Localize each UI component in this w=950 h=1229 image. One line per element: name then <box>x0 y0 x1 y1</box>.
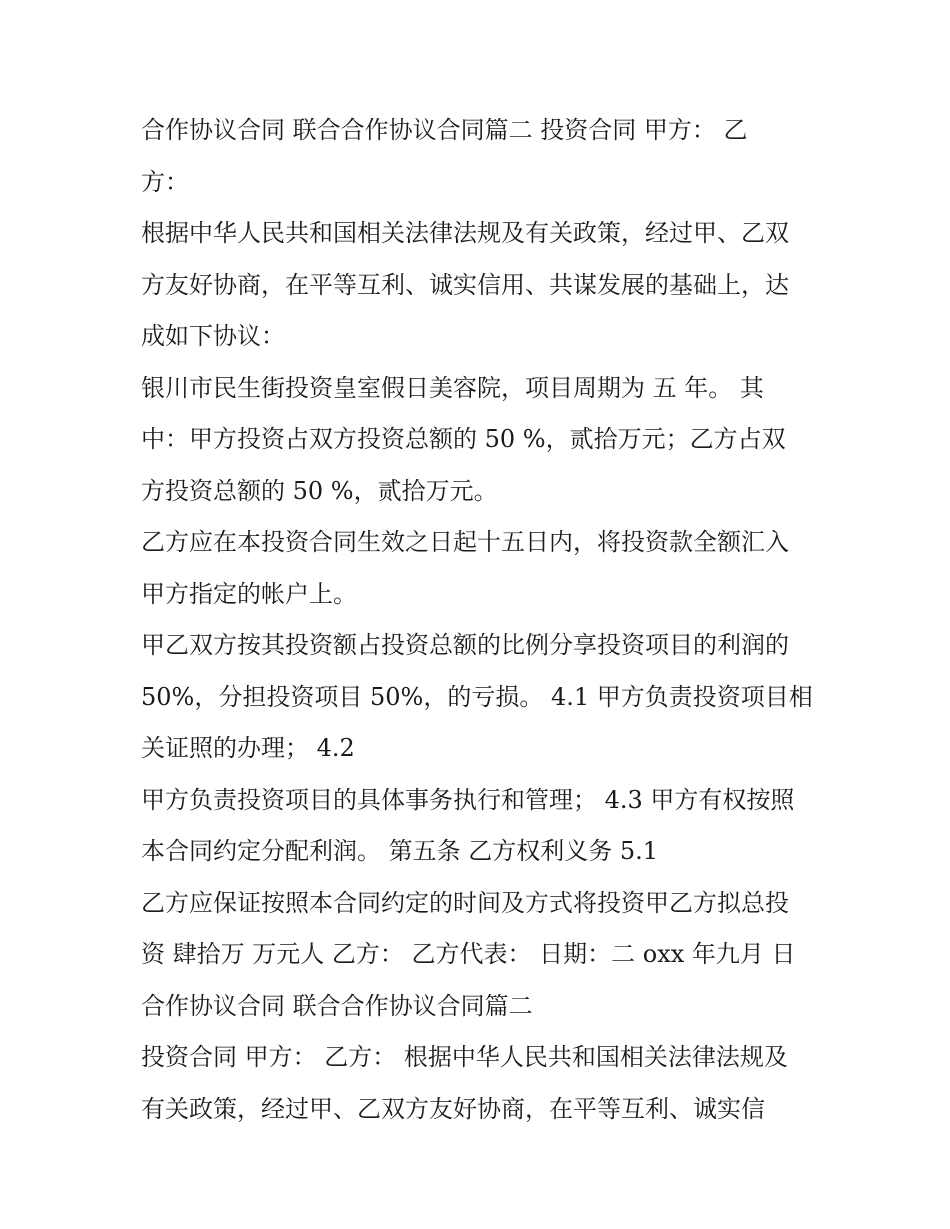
text-line: 甲乙双方按其投资额占投资总额的比例分享投资项目的利润的 <box>141 631 789 659</box>
text-line: 银川市民生街投资皇室假日美容院，项目周期为 五 年。 其 <box>141 373 764 402</box>
text-line: 甲方负责投资项目的具体事务执行和管理； 4.3 甲方有权按照 <box>141 785 795 814</box>
text-line: 成如下协议： <box>141 322 285 350</box>
text-line: 中：甲方投资占双方投资总额的 50 %，贰拾万元；乙方占双 <box>141 425 786 453</box>
text-line: 合作协议合同 联合合作协议合同篇二 投资合同 甲方： 乙 <box>141 116 748 144</box>
text-line: 本合同约定分配利润。 第五条 乙方权利义务 5.1 <box>141 837 659 865</box>
text-line: 方： <box>141 167 189 196</box>
text-line: 资 肆拾万 万元人 乙方： 乙方代表： 日期：二 oxx 年九月 日 <box>141 940 796 968</box>
text-line: 甲方指定的帐户上。 <box>141 579 357 608</box>
text-line: 关证照的办理； 4.2 <box>141 734 355 762</box>
text-line: 方投资总额的 50 %，贰拾万元。 <box>141 476 498 505</box>
document-body <box>141 105 821 1135</box>
text-line: 合作协议合同 联合合作协议合同篇二 <box>141 991 533 1020</box>
text-line: 方友好协商，在平等互利、诚实信用、共谋发展的基础上，达 <box>141 270 789 299</box>
text-line: 乙方应保证按照本合同约定的时间及方式将投资甲乙方拟总投 <box>141 888 789 917</box>
text-line: 50%，分担投资项目 50%，的亏损。 4.1 甲方负责投资项目相 <box>141 682 813 711</box>
text-line: 有关政策，经过甲、乙双方友好协商，在平等互利、诚实信 <box>141 1094 765 1123</box>
text-line: 投资合同 甲方： 乙方： 根据中华人民共和国相关法律法规及 <box>141 1043 788 1071</box>
text-line: 乙方应在本投资合同生效之日起十五日内，将投资款全额汇入 <box>141 528 789 556</box>
text-line: 根据中华人民共和国相关法律法规及有关政策，经过甲、乙双 <box>141 219 789 247</box>
